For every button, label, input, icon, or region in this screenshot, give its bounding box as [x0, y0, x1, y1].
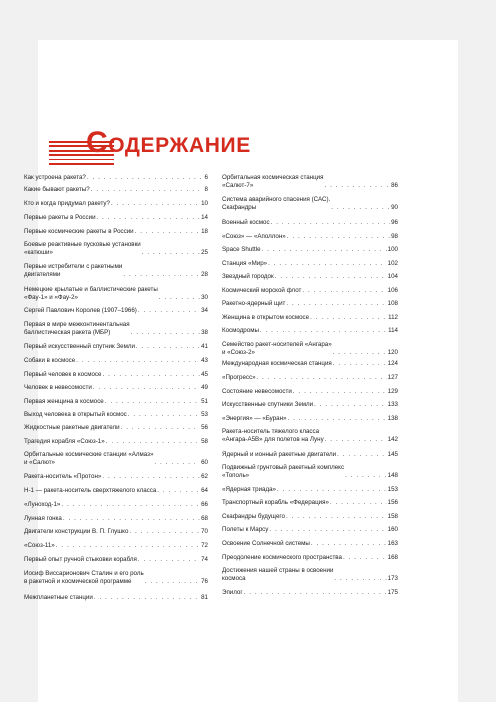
toc-entry[interactable]: [222, 327, 398, 335]
toc-leader-dots: [269, 526, 386, 534]
toc-entry-title: Ракета-носитель «Протон»: [24, 473, 102, 480]
toc-entry[interactable]: [24, 384, 208, 392]
toc-leader-dots: [334, 575, 386, 583]
toc-entry-title: Станция «Мир»: [222, 260, 268, 267]
toc-entry-page-number: 133: [387, 401, 398, 408]
toc-entry[interactable]: [24, 411, 208, 419]
toc-entry-title: Ракетно-ядерный щит: [222, 300, 286, 307]
toc-entry[interactable]: [222, 314, 398, 322]
toc-entry-title: Сергей Павлович Королев (1907–1966): [24, 307, 137, 314]
toc-entry-page-number: 43: [201, 357, 208, 364]
toc-entry-page-number: 114: [388, 327, 398, 334]
toc-entry[interactable]: [24, 424, 208, 432]
toc-leader-dots: [324, 182, 390, 190]
toc-entry-page-number: 25: [201, 248, 208, 256]
toc-entry-title: Первые истребители с ракетными двигателями: [24, 263, 123, 278]
toc-entry-page-number: 8: [204, 186, 208, 193]
toc-entry-title: Военный космос: [222, 219, 270, 226]
toc-entry[interactable]: [24, 343, 208, 351]
toc-entry-page-number: 10: [201, 200, 208, 207]
toc-leader-dots: [310, 314, 387, 322]
toc-entry-page-number: 138: [387, 415, 398, 422]
toc-entry-title: Орбитальные космические станции «Алмаз» и «Салют»: [24, 451, 154, 466]
toc-entry-title: Н-1 — ракета-носитель сверхтяжелого класса: [24, 487, 157, 494]
toc-entry-title: Первый искусственный спутник Земли: [24, 343, 135, 350]
toc-entry-page-number: 98: [391, 233, 398, 240]
toc-entry-page-number: 90: [391, 203, 398, 211]
toc-entry-title: Скафандры будущего: [222, 513, 285, 520]
toc-leader-dots: [129, 528, 200, 536]
toc-entry-page-number: 160: [387, 526, 398, 533]
toc-leader-dots: [136, 343, 200, 351]
toc-leader-dots: [286, 513, 387, 521]
toc-entry-title: Межпланетные станции: [24, 594, 93, 601]
toc-entry[interactable]: [222, 428, 398, 443]
toc-entry-title: Космодромы: [222, 327, 259, 334]
toc-entry-page-number: 38: [201, 328, 208, 336]
toc-entry-page-number: 156: [387, 499, 398, 506]
page-title: Содержание: [86, 126, 251, 159]
toc-entry-title: Транспортный корабль «Федерация»: [222, 499, 329, 506]
toc-entry[interactable]: [222, 219, 398, 227]
toc-entry-title: Боевые реактивные пусковые установки «катюши»: [24, 241, 141, 256]
toc-entry-title: «Прогресс»: [222, 374, 256, 381]
toc-leader-dots: [63, 515, 200, 523]
toc-leader-dots: [287, 415, 386, 423]
toc-leader-dots: [277, 486, 387, 494]
toc-leader-dots: [345, 472, 387, 480]
toc-entry-title: Немецкие крылатые и баллистические ракеты «Фау-1» и «Фау-2»: [24, 286, 158, 301]
toc-leader-dots: [123, 271, 200, 279]
toc-entry-title: Первая женщина в космосе: [24, 398, 104, 405]
toc-entry[interactable]: [222, 246, 398, 254]
toc-entry-page-number: 28: [201, 270, 208, 278]
toc-entry-page-number: 49: [201, 384, 208, 391]
toc-entry-page-number: 58: [201, 438, 208, 445]
toc-leader-dots: [102, 371, 200, 379]
toc-entry-page-number: 127: [387, 374, 398, 381]
toc-leader-dots: [102, 473, 200, 481]
toc-entry[interactable]: [24, 357, 208, 365]
toc-entry-title: Ракета-носитель тяжелого класса «Ангара-А5В» для полетов на Луну: [222, 428, 324, 443]
toc-leader-dots: [94, 594, 200, 602]
toc-leader-dots: [135, 228, 200, 236]
toc-entry[interactable]: [222, 341, 398, 356]
toc-entry[interactable]: [24, 286, 208, 301]
toc-entry[interactable]: [222, 374, 398, 382]
toc-leader-dots: [91, 186, 204, 194]
toc-entry-title: Жидкостные ракетные двигатели: [24, 424, 120, 431]
toc-leader-dots: [138, 556, 200, 564]
toc-leader-dots: [275, 273, 387, 281]
toc-entry[interactable]: [222, 567, 398, 582]
toc-entry-page-number: 18: [201, 228, 208, 235]
toc-entry[interactable]: [222, 499, 398, 507]
toc-entry-title: Трагедия корабля «Союз-1»: [24, 438, 105, 445]
toc-entry-page-number: 153: [387, 486, 398, 493]
toc-entry[interactable]: [24, 241, 208, 256]
toc-leader-dots: [131, 329, 201, 337]
toc-entry[interactable]: [24, 214, 208, 222]
toc-leader-dots: [257, 374, 387, 382]
toc-entry[interactable]: [24, 528, 208, 536]
toc-entry-title: Иосиф Виссарионович Сталин и его роль в ракетной и космической программе: [24, 570, 144, 585]
toc-entry-page-number: 62: [201, 473, 208, 480]
toc-entry-page-number: 102: [387, 260, 398, 267]
toc-entry-title: Подвижный грунтовый ракетный комплекс «Тополь»: [222, 464, 345, 479]
toc-leader-dots: [333, 349, 387, 357]
toc-leader-dots: [262, 246, 387, 254]
toc-entry[interactable]: [24, 263, 208, 278]
toc-leader-dots: [106, 438, 200, 446]
toc-entry[interactable]: [24, 501, 208, 509]
toc-entry[interactable]: [222, 415, 398, 423]
toc-entry[interactable]: [222, 287, 398, 295]
toc-leader-dots: [330, 499, 387, 507]
toc-entry[interactable]: [24, 321, 208, 336]
toc-leader-dots: [260, 327, 387, 335]
toc-entry[interactable]: [24, 451, 208, 466]
toc-entry-title: «Луноход-1»: [24, 501, 61, 508]
toc-entry-page-number: 100: [387, 246, 398, 253]
toc-entry-title: «Союз» — «Аполлон»: [222, 233, 286, 240]
toc-entry-page-number: 106: [387, 287, 398, 294]
toc-entry[interactable]: [24, 186, 208, 194]
toc-entry-title: «Ядерная триада»: [222, 486, 276, 493]
toc-entry-page-number: 45: [201, 371, 208, 378]
toc-entry-title: Первые ракеты в России: [24, 214, 96, 221]
toc-entry-page-number: 56: [201, 424, 208, 431]
toc-entry-title: Искусственные спутники Земли: [222, 401, 314, 408]
toc-entry-title: Освоение Солнечной системы: [222, 540, 310, 547]
toc-leader-dots: [97, 214, 201, 222]
toc-leader-dots: [111, 200, 200, 208]
toc-entry-page-number: 6: [204, 174, 208, 181]
toc-entry[interactable]: [222, 401, 398, 409]
toc-entry-title: Как устроена ракета?: [24, 174, 86, 181]
toc-entry-page-number: 74: [201, 556, 208, 563]
toc-entry[interactable]: [222, 233, 398, 241]
toc-entry-page-number: 163: [387, 540, 398, 547]
toc-entry-page-number: 76: [201, 577, 208, 585]
toc-entry[interactable]: [222, 589, 398, 597]
stripe-line: [49, 163, 114, 165]
toc-entry[interactable]: [222, 451, 398, 459]
toc-entry-title: «Энергия» — «Буран»: [222, 415, 287, 422]
toc-entry[interactable]: [222, 554, 398, 562]
toc-entry-title: Первый человек в космосе: [24, 371, 102, 378]
toc-entry-title: Международная космическая станция: [222, 360, 332, 367]
toc-leader-dots: [333, 360, 387, 368]
toc-leader-dots: [337, 451, 387, 459]
toc-entry-page-number: 72: [201, 542, 208, 549]
toc-leader-dots: [87, 174, 204, 182]
toc-entry[interactable]: [222, 174, 398, 189]
toc-entry[interactable]: [222, 540, 398, 548]
toc-entry-page-number: 14: [201, 214, 208, 221]
toc-leader-dots: [268, 260, 387, 268]
toc-entry[interactable]: [222, 388, 398, 396]
toc-entry-title: Первая в мире межконтинентальная баллистическая ракета (МБР): [24, 321, 130, 336]
toc-entry-page-number: 158: [387, 513, 398, 520]
toc-leader-dots: [61, 501, 200, 509]
toc-entry[interactable]: [222, 196, 398, 211]
toc-entry-page-number: 124: [387, 360, 398, 367]
toc-entry[interactable]: [24, 570, 208, 585]
toc-entry-page-number: 30: [201, 293, 208, 301]
toc-entry-page-number: 53: [201, 411, 208, 418]
toc-entry-page-number: 60: [201, 458, 208, 466]
toc-entry[interactable]: [222, 464, 398, 479]
toc-entry-title: Space Shuttle: [222, 246, 261, 253]
toc-entry[interactable]: [222, 526, 398, 534]
toc-entry[interactable]: [24, 371, 208, 379]
toc-leader-dots: [105, 398, 200, 406]
toc-entry-title: Двигатели конструкции В. П. Глушко: [24, 528, 129, 535]
toc-entry-title: Кто и когда придумал ракету?: [24, 200, 110, 207]
toc-leader-dots: [56, 542, 200, 550]
toc-entry-page-number: 86: [391, 181, 398, 189]
toc-entry[interactable]: [24, 542, 208, 550]
toc-entry-page-number: 68: [201, 515, 208, 522]
toc-entry-title: Эпилог: [222, 589, 243, 596]
toc-entry-title: Какие бывают ракеты?: [24, 186, 90, 193]
toc-leader-dots: [311, 540, 387, 548]
toc-entry[interactable]: [24, 174, 208, 182]
toc-entry-page-number: 168: [387, 554, 398, 561]
toc-entry[interactable]: [222, 300, 398, 308]
toc-entry[interactable]: [222, 260, 398, 268]
toc-entry-title: Полеты к Марсу: [222, 526, 269, 533]
toc-leader-dots: [293, 388, 387, 396]
toc-leader-dots: [343, 554, 387, 562]
toc-entry-page-number: 66: [201, 501, 208, 508]
toc-entry-title: Собаки в космосе: [24, 357, 76, 364]
toc-entry-page-number: 148: [387, 471, 398, 479]
toc-entry[interactable]: [222, 360, 398, 368]
toc-entry[interactable]: [24, 515, 208, 523]
toc-leader-dots: [76, 357, 200, 365]
toc-leader-dots: [157, 487, 200, 495]
toc-leader-dots: [145, 578, 200, 586]
toc-entry-page-number: 81: [201, 594, 208, 601]
toc-entry-page-number: 64: [201, 487, 208, 494]
toc-entry-title: Первые космические ракеты в России: [24, 228, 134, 235]
toc-entry-page-number: 173: [387, 574, 398, 582]
toc-leader-dots: [128, 411, 200, 419]
toc-entry[interactable]: [24, 398, 208, 406]
toc-leader-dots: [121, 424, 201, 432]
toc-leader-dots: [286, 300, 386, 308]
toc-entry-page-number: 51: [201, 398, 208, 405]
toc-entry-title: Орбитальная космическая станция «Салют-7»: [222, 174, 324, 189]
toc-entry-page-number: 145: [387, 451, 398, 458]
toc-entry-page-number: 104: [387, 273, 398, 280]
toc-entry-title: Преодоление космического пространства: [222, 554, 342, 561]
toc-entry-page-number: 129: [387, 388, 398, 395]
toc-leader-dots: [154, 459, 200, 467]
toc-entry-page-number: 120: [387, 348, 398, 356]
toc-entry[interactable]: [24, 307, 208, 315]
toc-entry-page-number: 112: [388, 314, 398, 321]
toc-entry-title: Человек в невесомости: [24, 384, 92, 391]
toc-leader-dots: [331, 204, 390, 212]
toc-entry-title: Состояние невесомости: [222, 388, 292, 395]
toc-entry-title: Лунная гонка: [24, 515, 62, 522]
toc-entry-title: Семейство ракет-носителей «Ангара» и «Союз-2»: [222, 341, 332, 356]
toc-entry-title: Первый опыт ручной стыковки корабля: [24, 556, 137, 563]
toc-leader-dots: [287, 233, 390, 241]
toc-entry[interactable]: [24, 228, 208, 236]
toc-leader-dots: [314, 401, 387, 409]
toc-entry[interactable]: [222, 486, 398, 494]
toc-entry-page-number: 41: [201, 343, 208, 350]
toc-entry[interactable]: [222, 273, 398, 281]
toc-leader-dots: [159, 294, 200, 302]
toc-entry[interactable]: [24, 473, 208, 481]
toc-leader-dots: [244, 589, 387, 597]
toc-entry-page-number: 175: [387, 589, 398, 596]
toc-entry-title: Выход человека в открытый космос: [24, 411, 127, 418]
toc-entry[interactable]: [24, 438, 208, 446]
toc-entry[interactable]: [24, 200, 208, 208]
toc-leader-dots: [93, 384, 200, 392]
toc-entry[interactable]: [24, 594, 208, 602]
toc-entry-page-number: 142: [387, 435, 398, 443]
toc-entry-page-number: 70: [201, 528, 208, 535]
toc-entry-page-number: 108: [387, 300, 398, 307]
toc-entry-title: Звездный городок: [222, 273, 274, 280]
toc-entry-title: Система аварийного спасения (САС). Скафандры: [222, 196, 331, 211]
toc-leader-dots: [325, 436, 387, 444]
toc-entry-title: Женщина в открытом космосе: [222, 314, 310, 321]
toc-entry-title: «Союз-11»: [24, 542, 55, 549]
toc-entry-title: Космический морской флот: [222, 287, 302, 294]
toc-entry[interactable]: [24, 487, 208, 495]
toc-leader-dots: [271, 219, 391, 227]
toc-entry-page-number: 34: [201, 307, 208, 314]
toc-entry-page-number: 96: [391, 219, 398, 226]
toc-entry[interactable]: [24, 556, 208, 564]
toc-entry-title: Ядерный и ионный ракетные двигатели: [222, 451, 337, 458]
toc-leader-dots: [142, 249, 200, 257]
toc-entry[interactable]: [222, 513, 398, 521]
toc-leader-dots: [138, 307, 200, 315]
toc-entry-title: Достижения нашей страны в освоении космоса: [222, 567, 334, 582]
toc-leader-dots: [302, 287, 386, 295]
